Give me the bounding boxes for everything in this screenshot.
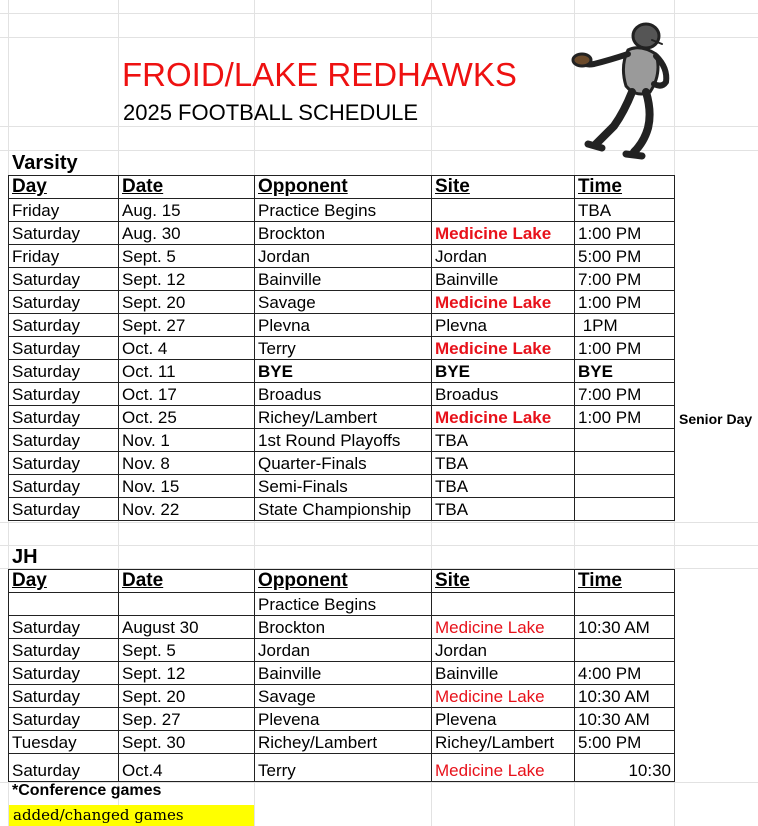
column-header-opponent: Opponent [255,176,432,199]
day-cell: Saturday [9,452,119,475]
site-cell: Jordan [432,245,575,268]
column-header-site: Site [432,570,575,593]
site-cell: Medicine Lake [432,616,575,639]
date-cell: Nov. 1 [119,429,255,452]
site-cell: Bainville [432,662,575,685]
opponent-cell: Bainville [255,268,432,291]
site-cell: Richey/Lambert [432,731,575,754]
day-cell: Saturday [9,475,119,498]
column-header-date: Date [119,570,255,593]
column-header-day: Day [9,176,119,199]
day-cell: Saturday [9,498,119,521]
time-cell [575,452,675,475]
table-row [9,268,675,291]
site-cell: TBA [432,475,575,498]
time-cell: 1:00 PM [575,337,675,360]
column-header-time: Time [575,176,675,199]
opponent-cell: Brockton [255,616,432,639]
column-header-date: Date [119,176,255,199]
table-row [9,616,675,639]
table-row [9,199,675,222]
page-title: FROID/LAKE REDHAWKS [122,56,517,93]
site-cell: Medicine Lake [432,754,575,782]
football-player-icon [570,20,680,162]
time-cell: 1PM [575,314,675,337]
opponent-cell: BYE [255,360,432,383]
date-cell: Oct. 17 [119,383,255,406]
time-cell [575,593,675,616]
table-row [9,222,675,245]
table-row [9,731,675,754]
column-header-opponent: Opponent [255,570,432,593]
table-row [9,383,675,406]
time-cell: 7:00 PM [575,383,675,406]
changed-games-legend: added/changed games [9,805,254,826]
site-cell: TBA [432,498,575,521]
date-cell: Sept. 5 [119,639,255,662]
site-cell: Medicine Lake [432,685,575,708]
date-cell: August 30 [119,616,255,639]
site-cell: Plevna [432,314,575,337]
time-cell: 1:00 PM [575,222,675,245]
day-cell: Saturday [9,754,119,782]
time-cell [575,639,675,662]
jh-schedule-table [8,569,675,782]
day-cell: Saturday [9,222,119,245]
opponent-cell: Practice Begins [255,199,432,222]
time-cell: 10:30 AM [575,708,675,731]
opponent-cell: Savage [255,291,432,314]
day-cell: Saturday [9,314,119,337]
date-cell: Oct. 25 [119,406,255,429]
site-cell: Medicine Lake [432,337,575,360]
date-cell: Sept. 27 [119,314,255,337]
column-header-day: Day [9,570,119,593]
opponent-cell: Broadus [255,383,432,406]
time-cell: 1:00 PM [575,406,675,429]
site-cell: Plevena [432,708,575,731]
opponent-cell: 1st Round Playoffs [255,429,432,452]
opponent-cell: State Championship [255,498,432,521]
opponent-cell: Practice Begins [255,593,432,616]
time-cell: 10:30 AM [575,616,675,639]
time-cell: BYE [575,360,675,383]
table-row [9,360,675,383]
column-header-site: Site [432,176,575,199]
table-row [9,475,675,498]
column-header-time: Time [575,570,675,593]
date-cell: Aug. 15 [119,199,255,222]
table-row [9,337,675,360]
opponent-cell: Brockton [255,222,432,245]
table-row [9,429,675,452]
date-cell: Oct. 4 [119,337,255,360]
time-cell [575,429,675,452]
opponent-cell: Richey/Lambert [255,731,432,754]
opponent-cell: Jordan [255,245,432,268]
day-cell: Saturday [9,708,119,731]
day-cell: Friday [9,245,119,268]
table-row [9,639,675,662]
date-cell: Sept. 5 [119,245,255,268]
time-cell: 5:00 PM [575,731,675,754]
table-header-row [9,570,675,593]
time-cell: 1:00 PM [575,291,675,314]
site-cell: TBA [432,452,575,475]
opponent-cell: Savage [255,685,432,708]
day-cell: Saturday [9,429,119,452]
day-cell: Friday [9,199,119,222]
day-cell: Saturday [9,291,119,314]
table-row [9,662,675,685]
date-cell: Nov. 22 [119,498,255,521]
table-row [9,291,675,314]
opponent-cell: Quarter-Finals [255,452,432,475]
date-cell: Nov. 8 [119,452,255,475]
varsity-schedule-table [8,175,675,521]
opponent-cell: Semi-Finals [255,475,432,498]
day-cell: Saturday [9,406,119,429]
site-cell: BYE [432,360,575,383]
time-cell: 10:30 [575,754,675,782]
site-cell: Broadus [432,383,575,406]
date-cell [119,593,255,616]
date-cell: Aug. 30 [119,222,255,245]
day-cell: Saturday [9,383,119,406]
table-header-row [9,176,675,199]
varsity-section-label: Varsity [12,152,78,174]
table-row [9,593,675,616]
jh-section-label: JH [12,546,38,568]
time-cell: 7:00 PM [575,268,675,291]
day-cell: Saturday [9,360,119,383]
time-cell [575,498,675,521]
date-cell: Sept. 12 [119,662,255,685]
conference-games-note: *Conference games [12,782,162,799]
site-cell: Medicine Lake [432,406,575,429]
time-cell [575,475,675,498]
site-cell [432,593,575,616]
site-cell: TBA [432,429,575,452]
date-cell: Oct.4 [119,754,255,782]
opponent-cell: Jordan [255,639,432,662]
date-cell: Nov. 15 [119,475,255,498]
date-cell: Sept. 20 [119,685,255,708]
site-cell: Jordan [432,639,575,662]
site-cell: Medicine Lake [432,291,575,314]
table-row [9,498,675,521]
site-cell [432,199,575,222]
site-cell: Medicine Lake [432,222,575,245]
opponent-cell: Terry [255,754,432,782]
date-cell: Sept. 12 [119,268,255,291]
page-subtitle: 2025 FOOTBALL SCHEDULE [123,100,419,125]
day-cell [9,593,119,616]
table-row [9,452,675,475]
day-cell: Saturday [9,685,119,708]
time-cell: TBA [575,199,675,222]
opponent-cell: Richey/Lambert [255,406,432,429]
date-cell: Oct. 11 [119,360,255,383]
senior-day-note: Senior Day [679,411,753,427]
table-row [9,245,675,268]
day-cell: Saturday [9,268,119,291]
table-row [9,314,675,337]
table-row [9,754,675,782]
table-row [9,685,675,708]
table-row [9,406,675,429]
table-row [9,708,675,731]
time-cell: 4:00 PM [575,662,675,685]
date-cell: Sept. 30 [119,731,255,754]
time-cell: 10:30 AM [575,685,675,708]
opponent-cell: Plevena [255,708,432,731]
opponent-cell: Plevna [255,314,432,337]
day-cell: Tuesday [9,731,119,754]
opponent-cell: Bainville [255,662,432,685]
day-cell: Saturday [9,337,119,360]
day-cell: Saturday [9,662,119,685]
time-cell: 5:00 PM [575,245,675,268]
day-cell: Saturday [9,616,119,639]
day-cell: Saturday [9,639,119,662]
date-cell: Sept. 20 [119,291,255,314]
date-cell: Sep. 27 [119,708,255,731]
site-cell: Bainville [432,268,575,291]
opponent-cell: Terry [255,337,432,360]
